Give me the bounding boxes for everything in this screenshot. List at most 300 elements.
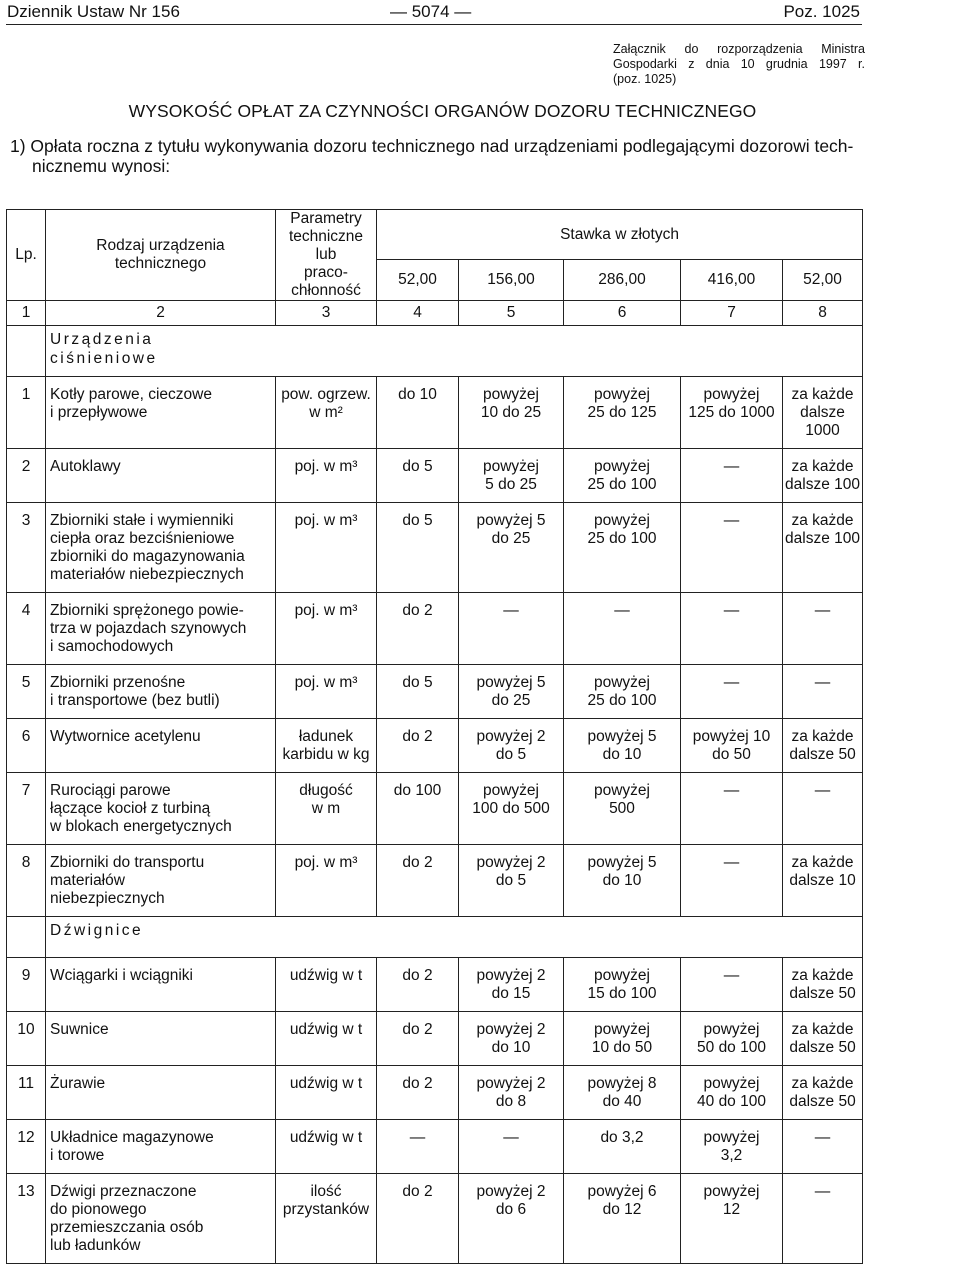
device-param-line: pow. ogrzew.	[281, 386, 371, 403]
column-number: 6	[564, 301, 681, 326]
rate-52	[377, 958, 459, 1012]
rate-286-line: do 10	[602, 746, 642, 763]
rate-286	[564, 845, 681, 917]
header-params-line: praco-	[304, 264, 348, 281]
rate-52-line: do 100	[393, 782, 442, 799]
rate-52-extra	[783, 503, 863, 593]
rate-286	[564, 503, 681, 593]
rate-52-line: do 5	[402, 674, 433, 691]
rate-416-line: 50 do 100	[697, 1039, 766, 1056]
device-param-line: długość	[299, 782, 353, 799]
device-param-line: udźwig w t	[289, 1129, 363, 1146]
rate-52-extra	[783, 1012, 863, 1066]
header-rate-value: 156,00	[459, 260, 564, 301]
table-row	[7, 377, 863, 449]
rate-416	[681, 1066, 783, 1120]
device-name-line: Rurociągi parowe	[50, 782, 171, 799]
section-row	[7, 326, 863, 377]
rate-52-extra-line: za każde	[791, 728, 854, 745]
rate-286-line: powyżej	[594, 512, 650, 529]
device-name	[46, 1012, 276, 1066]
device-name-line: lub ładunków	[50, 1237, 141, 1254]
device-param	[276, 958, 377, 1012]
rate-156-line: do 25	[491, 530, 531, 547]
column-number: 2	[46, 301, 276, 326]
rate-416	[681, 845, 783, 917]
rate-156	[459, 1066, 564, 1120]
rate-52-extra-line: —	[814, 674, 831, 691]
rate-52	[377, 377, 459, 449]
row-lp: 10	[7, 1012, 46, 1066]
table-row	[7, 1012, 863, 1066]
annex-line: Załącznik do rozporządzenia Ministra	[613, 42, 865, 56]
rate-52	[377, 845, 459, 917]
device-name-line: zbiorniki do magazynowania	[50, 548, 245, 565]
device-param	[276, 719, 377, 773]
device-param-line: w m	[311, 800, 341, 817]
device-param-line: poj. w m³	[294, 674, 358, 691]
rate-156-line: powyżej 2	[476, 1183, 546, 1200]
row-lp: 11	[7, 1066, 46, 1120]
rate-156	[459, 449, 564, 503]
rate-286-line: do 12	[602, 1201, 642, 1218]
rate-52	[377, 1012, 459, 1066]
column-number: 5	[459, 301, 564, 326]
column-number: 1	[7, 301, 46, 326]
annex-line: (poz. 1025)	[613, 72, 677, 86]
rate-286-line: 15 do 100	[587, 985, 657, 1002]
rate-52-extra	[783, 377, 863, 449]
table-row	[7, 719, 863, 773]
header-params-line: techniczne	[288, 228, 364, 245]
rate-52-line: do 10	[398, 386, 437, 403]
rate-156-line: do 8	[495, 1093, 527, 1110]
rate-416-line: —	[723, 967, 740, 984]
rate-286-line: —	[614, 602, 630, 619]
rate-156-line: powyżej	[483, 386, 539, 403]
rate-416-line: do 50	[712, 746, 751, 763]
rate-286	[564, 665, 681, 719]
rate-52-extra	[783, 719, 863, 773]
rate-416	[681, 377, 783, 449]
rate-286-line: powyżej 6	[587, 1183, 657, 1200]
rate-52-extra-line: dalsze 10	[789, 872, 856, 889]
rate-416	[681, 1120, 783, 1174]
device-param	[276, 1174, 377, 1264]
rate-52-line: do 2	[402, 602, 433, 619]
device-name-line: Wytwornice acetylenu	[50, 728, 201, 745]
rate-286	[564, 449, 681, 503]
section-title-line: ciśnieniowe	[50, 350, 158, 367]
rate-52-extra-line: dalsze 50	[789, 746, 856, 763]
table-row	[7, 845, 863, 917]
section-title	[46, 917, 863, 958]
rate-156	[459, 593, 564, 665]
intro-paragraph	[10, 136, 862, 176]
device-param-line: udźwig w t	[289, 1021, 363, 1038]
rate-416-line: —	[723, 602, 740, 619]
rate-156	[459, 1012, 564, 1066]
table-row	[7, 773, 863, 845]
rate-156-line: —	[503, 1129, 519, 1146]
rate-156-line: —	[503, 602, 519, 619]
device-param-line: udźwig w t	[289, 1075, 363, 1092]
rate-52-extra	[783, 449, 863, 503]
rate-286-line: powyżej	[594, 386, 650, 403]
rate-416	[681, 449, 783, 503]
device-name-line: Autoklawy	[50, 458, 121, 475]
device-param	[276, 1012, 377, 1066]
column-number: 7	[681, 301, 783, 326]
rate-156-line: powyżej	[483, 782, 539, 799]
fees-table	[6, 209, 863, 1264]
device-name	[46, 719, 276, 773]
header-rate-value: 416,00	[681, 260, 783, 301]
rate-52-line: do 2	[402, 1183, 433, 1200]
rate-156-line: do 5	[495, 746, 527, 763]
rate-52	[377, 1066, 459, 1120]
rate-416-line: powyżej	[703, 386, 760, 403]
header-params-line: lub	[315, 246, 337, 263]
rate-52-extra-line: dalsze 50	[789, 1093, 856, 1110]
device-name	[46, 773, 276, 845]
rate-52-line: do 5	[402, 512, 433, 529]
rate-286	[564, 593, 681, 665]
row-lp: 1	[7, 377, 46, 449]
header-params-line: chłonność	[291, 282, 361, 299]
rate-52	[377, 1174, 459, 1264]
device-name-line: niebezpiecznych	[50, 890, 165, 907]
rate-52	[377, 503, 459, 593]
rate-416	[681, 773, 783, 845]
rate-416-line: 125 do 1000	[688, 404, 775, 421]
rate-416	[681, 665, 783, 719]
table-row	[7, 665, 863, 719]
rate-286-line: 25 do 100	[587, 530, 657, 547]
device-name-line: Żurawie	[50, 1075, 106, 1092]
rate-52-extra	[783, 1120, 863, 1174]
rate-52-extra-line: —	[814, 602, 831, 619]
rate-156-line: do 25	[491, 692, 531, 709]
header-params	[276, 210, 377, 301]
rate-416	[681, 719, 783, 773]
device-param	[276, 377, 377, 449]
journal-name: Dziennik Ustaw Nr 156	[7, 2, 180, 21]
rate-52	[377, 449, 459, 503]
device-name-line: Dźwigi przeznaczone	[50, 1183, 197, 1200]
device-param-line: poj. w m³	[294, 458, 358, 475]
rate-156-line: powyżej 2	[476, 1021, 546, 1038]
rate-52-line: do 2	[402, 967, 433, 984]
rate-52-extra-line: za każde	[791, 967, 854, 984]
device-name-line: łączące kocioł z turbiną	[50, 800, 211, 817]
header-rate-value: 286,00	[564, 260, 681, 301]
rate-286	[564, 377, 681, 449]
rate-52-extra-line: —	[814, 782, 831, 799]
rate-156-line: powyżej 2	[476, 728, 546, 745]
rate-416	[681, 593, 783, 665]
device-name-line: ciepła oraz bezciśnieniowe	[50, 530, 235, 547]
device-param-line: poj. w m³	[294, 602, 358, 619]
rate-52-line: do 2	[402, 854, 433, 871]
device-name-line: Zbiorniki przenośne	[50, 674, 186, 691]
rate-416	[681, 503, 783, 593]
rate-156-line: do 5	[495, 872, 527, 889]
rate-52-extra-line: dalsze 50	[789, 1039, 856, 1056]
rate-52-extra	[783, 1066, 863, 1120]
rate-52-extra-line: dalsze 100	[785, 476, 861, 493]
rate-52	[377, 1120, 459, 1174]
rate-156	[459, 719, 564, 773]
rate-286-line: 25 do 125	[587, 404, 657, 421]
device-name-line: Zbiorniki do transportu	[50, 854, 205, 871]
rate-156-line: do 6	[495, 1201, 527, 1218]
rate-156-line: do 15	[491, 985, 531, 1002]
rate-286-line: powyżej 5	[587, 728, 657, 745]
rate-156-line: powyżej	[483, 458, 539, 475]
section-spacer	[7, 326, 46, 377]
rate-156	[459, 1120, 564, 1174]
row-lp: 4	[7, 593, 46, 665]
page-number: — 5074 —	[390, 2, 472, 21]
device-name	[46, 1174, 276, 1264]
rate-416	[681, 1174, 783, 1264]
header-rule	[6, 24, 862, 25]
device-name-line: przemieszczania osób	[50, 1219, 204, 1236]
device-name	[46, 503, 276, 593]
rate-52-extra-line: za każde	[791, 512, 854, 529]
rate-52-line: do 2	[402, 728, 433, 745]
rate-416	[681, 1012, 783, 1066]
rate-156-line: do 10	[491, 1039, 531, 1056]
rate-52	[377, 719, 459, 773]
device-param-line: karbidu w kg	[282, 746, 370, 763]
row-lp: 6	[7, 719, 46, 773]
rate-286	[564, 1012, 681, 1066]
rate-416-line: —	[723, 512, 740, 529]
rate-286	[564, 958, 681, 1012]
rate-156-line: powyżej 5	[476, 512, 546, 529]
rate-52-extra-line: za każde	[791, 386, 854, 403]
table-row	[7, 958, 863, 1012]
rate-416-line: —	[723, 458, 740, 475]
rate-52-extra-line: za każde	[791, 458, 854, 475]
device-param	[276, 593, 377, 665]
device-name	[46, 665, 276, 719]
rate-52-extra-line: —	[814, 1129, 831, 1146]
header-device-type	[46, 210, 276, 301]
device-name-line: i samochodowych	[50, 638, 174, 655]
rate-416-line: powyżej	[703, 1075, 760, 1092]
rate-156-line: powyżej 2	[476, 1075, 546, 1092]
row-lp: 13	[7, 1174, 46, 1264]
section-title-line: Urządzenia	[50, 331, 154, 348]
device-name	[46, 1066, 276, 1120]
device-param	[276, 1120, 377, 1174]
rate-156-line: powyżej 2	[476, 854, 546, 871]
rate-416-line: —	[723, 854, 740, 871]
rate-286-line: powyżej 5	[587, 854, 657, 871]
rate-416-line: —	[723, 782, 740, 799]
device-param	[276, 845, 377, 917]
rate-156	[459, 845, 564, 917]
device-name	[46, 593, 276, 665]
intro-line: 1) Opłata roczna z tytułu wykonywania dozoru technicznego nad urządzeniami podlegającymi dozorowi tech-	[10, 136, 854, 156]
rate-416-line: powyżej	[703, 1129, 760, 1146]
device-param-line: poj. w m³	[294, 854, 358, 871]
header-rate-value: 52,00	[377, 260, 459, 301]
device-name-line: w blokach energetycznych	[50, 818, 232, 835]
rate-156	[459, 503, 564, 593]
table-row	[7, 1174, 863, 1264]
device-name-line: trza w pojazdach szynowych	[50, 620, 247, 637]
device-name-line: Kotły parowe, cieczowe	[50, 386, 212, 403]
header-rate: Stawka w złotych	[377, 210, 863, 260]
device-name	[46, 845, 276, 917]
device-name	[46, 449, 276, 503]
rate-52	[377, 593, 459, 665]
rate-416-line: powyżej	[703, 1021, 760, 1038]
rate-416-line: powyżej 10	[692, 728, 771, 745]
device-param	[276, 665, 377, 719]
rate-416	[681, 958, 783, 1012]
device-param-line: w m²	[309, 404, 343, 421]
rate-52-line: do 5	[402, 458, 433, 475]
rate-416-line: —	[723, 674, 740, 691]
device-param-line: poj. w m³	[294, 512, 358, 529]
device-param-line: ładunek	[298, 728, 354, 745]
section-title-line: Dźwignice	[50, 922, 144, 939]
intro-line: nicznemu wynosi:	[32, 156, 171, 176]
row-lp: 5	[7, 665, 46, 719]
header-rate-value: 52,00	[783, 260, 863, 301]
device-name-line: Suwnice	[50, 1021, 109, 1038]
column-number: 4	[377, 301, 459, 326]
device-name	[46, 1120, 276, 1174]
column-number: 8	[783, 301, 863, 326]
row-lp: 9	[7, 958, 46, 1012]
device-param	[276, 1066, 377, 1120]
device-name-line: Wciągarki i wciągniki	[50, 967, 193, 984]
rate-156	[459, 665, 564, 719]
rate-286-line: 25 do 100	[587, 692, 657, 709]
rate-52-extra	[783, 773, 863, 845]
table-row	[7, 1066, 863, 1120]
rate-286-line: powyżej	[594, 1021, 650, 1038]
section-title	[46, 326, 863, 377]
table-row	[7, 503, 863, 593]
device-name-line: i torowe	[50, 1147, 105, 1164]
rate-156-line: powyżej 2	[476, 967, 546, 984]
rate-286-line: 10 do 50	[591, 1039, 653, 1056]
row-lp: 12	[7, 1120, 46, 1174]
annex-note	[613, 42, 865, 87]
device-name	[46, 958, 276, 1012]
position-number: Poz. 1025	[783, 2, 860, 21]
rate-416-line: 12	[722, 1201, 741, 1218]
rate-156	[459, 958, 564, 1012]
rate-52-extra-line: dalsze 100	[785, 530, 861, 547]
table-row	[7, 593, 863, 665]
rate-416-line: powyżej	[703, 1183, 760, 1200]
rate-52-extra-line: za każde	[791, 1021, 854, 1038]
rate-416-line: 40 do 100	[697, 1093, 766, 1110]
rate-286-line: do 40	[602, 1093, 642, 1110]
rate-52-extra	[783, 958, 863, 1012]
device-name	[46, 377, 276, 449]
rate-52-extra-line: za każde	[791, 1075, 854, 1092]
rate-52-extra	[783, 593, 863, 665]
section-row	[7, 917, 863, 958]
table-row	[7, 1120, 863, 1174]
rate-52	[377, 773, 459, 845]
rate-416-line: 3,2	[720, 1147, 743, 1164]
rate-286-line: powyżej	[594, 674, 650, 691]
rate-286	[564, 1174, 681, 1264]
device-param	[276, 503, 377, 593]
device-name-line: Zbiorniki stałe i wymienniki	[50, 512, 234, 529]
rate-286-line: powyżej	[594, 967, 650, 984]
rate-286-line: do 3,2	[600, 1129, 644, 1146]
document-title: WYSOKOŚĆ OPŁAT ZA CZYNNOŚCI ORGANÓW DOZORU TECHNICZNEGO	[128, 101, 757, 121]
rate-286-line: 500	[609, 800, 635, 817]
device-name-line: i transportowe (bez butli)	[50, 692, 220, 709]
rate-52-extra-line: dalsze 1000	[800, 404, 845, 439]
device-param	[276, 449, 377, 503]
device-param	[276, 773, 377, 845]
rate-286	[564, 1066, 681, 1120]
rate-286	[564, 773, 681, 845]
rate-156-line: 100 do 500	[472, 800, 550, 817]
device-name-line: i przepływowe	[50, 404, 148, 421]
rate-52-line: do 2	[402, 1021, 433, 1038]
header-params-line: Parametry	[290, 210, 362, 227]
rate-52-extra-line: dalsze 50	[789, 985, 856, 1002]
rate-52-extra	[783, 1174, 863, 1264]
device-name-line: Układnice magazynowe	[50, 1129, 214, 1146]
rate-286	[564, 719, 681, 773]
rate-52	[377, 665, 459, 719]
rate-286-line: powyżej	[594, 782, 650, 799]
rate-156-line: 5 do 25	[485, 476, 537, 493]
header-device-type-line: technicznego	[114, 255, 207, 272]
rate-52-extra	[783, 665, 863, 719]
device-param-line: ilość	[310, 1183, 342, 1200]
column-number: 3	[276, 301, 377, 326]
rate-286-line: 25 do 100	[587, 476, 657, 493]
rate-52-line: —	[409, 1129, 426, 1146]
device-name-line: Zbiorniki sprężonego powie-	[50, 602, 244, 619]
device-name-line: materiałów niebezpiecznych	[50, 566, 244, 583]
device-param-line: udźwig w t	[289, 967, 363, 984]
rate-52-extra	[783, 845, 863, 917]
row-lp: 8	[7, 845, 46, 917]
rate-286-line: powyżej 8	[587, 1075, 657, 1092]
device-param-line: przystanków	[282, 1201, 370, 1218]
device-name-line: do pionowego	[50, 1201, 147, 1218]
rate-156-line: powyżej 5	[476, 674, 546, 691]
table-row	[7, 449, 863, 503]
row-lp: 2	[7, 449, 46, 503]
rate-286-line: do 10	[602, 872, 642, 889]
rate-156-line: 10 do 25	[480, 404, 542, 421]
row-lp: 3	[7, 503, 46, 593]
header-device-type-line: Rodzaj urządzenia	[96, 237, 225, 254]
section-spacer	[7, 917, 46, 958]
rate-286	[564, 1120, 681, 1174]
device-name-line: materiałów	[50, 872, 125, 889]
rate-156	[459, 1174, 564, 1264]
